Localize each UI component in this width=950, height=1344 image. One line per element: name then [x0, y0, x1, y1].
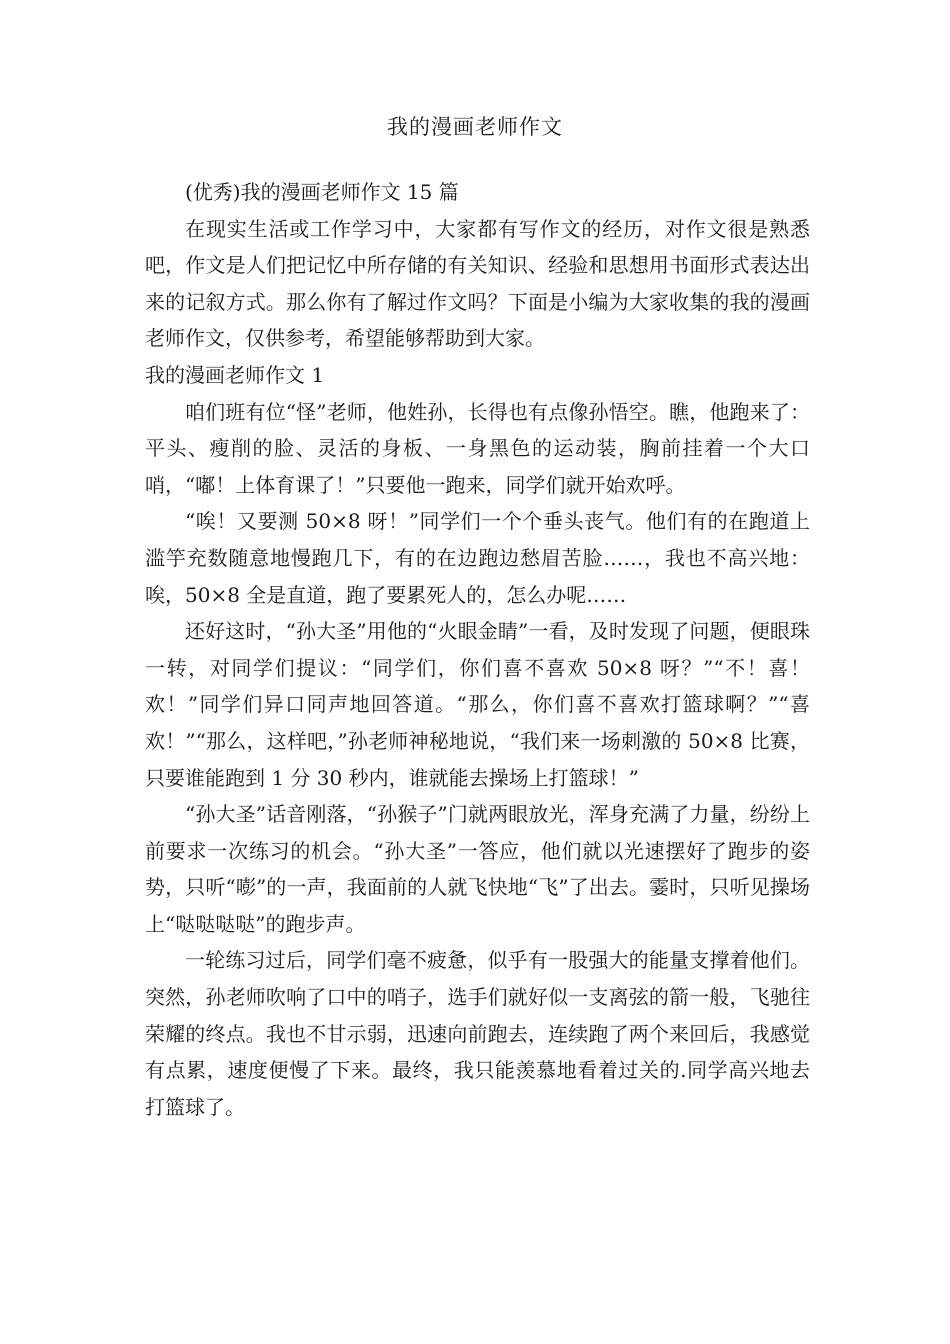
section-heading: 我的漫画老师作文 1 [145, 362, 325, 387]
document-body [145, 174, 810, 1125]
body-paragraph: 咱们班有位“怪”老师，他姓孙，长得也有点像孙悟空。瞧，他跑来了：平头、瘦削的脸、灵活的身板、一身黑色的运动装，胸前挂着一个大口哨，“嘟！上体育课了！”只要他一跑来，同学们就开始欢呼。 [145, 399, 810, 497]
subtitle-paragraph: (优秀)我的漫画老师作文 15 篇 [185, 180, 459, 204]
body-paragraph: 一轮练习过后，同学们毫不疲惫，似乎有一股强大的能量支撑着他们。突然，孙老师吹响了口中的哨子，选手们就好似一支离弦的箭一般，飞驰往荣耀的终点。我也不甘示弱，迅速向前跑去，连续跑了两个来回后，我感觉有点累，速度便慢了下来。最终，我只能羡慕地看着过关的.同学高兴地去打篮球了。 [145, 948, 810, 1119]
body-paragraph: “唉！又要测 50×8 呀！”同学们一个个垂头丧气。他们有的在跑道上滥竽充数随意地慢跑几下，有的在边跑边愁眉苦脸……，我也不高兴地：唉，50×8 全是直道，跑了要累死人的，怎么办呢…… [145, 509, 810, 607]
document-title: 我的漫画老师作文 [387, 115, 563, 139]
body-paragraph: 还好这时，“孙大圣”用他的“火眼金睛”一看，及时发现了问题，便眼珠一转，对同学们提议：“同学们，你们喜不喜欢 50×8 呀？”“不！喜！欢！”同学们异口同声地回答道。“那么，你们喜不喜欢打篮球啊？”“喜欢！”“那么，这样吧，”孙老师神秘地说，“我们来一场刺激的 50×8 比赛，只要谁能跑到 1 分 30 秒内，谁就能去操场上打篮球！” [145, 619, 810, 790]
body-paragraph: “孙大圣”话音刚落，“孙猴子”门就两眼放光，浑身充满了力量，纷纷上前要求一次练习的机会。“孙大圣”一答应，他们就以光速摆好了跑步的姿势，只听“嘭”的一声，我面前的人就飞快地“飞”了出去。霎时，只听见操场上“哒哒哒哒”的跑步声。 [145, 802, 810, 936]
intro-paragraph: 在现实生活或工作学习中，大家都有写作文的经历，对作文很是熟悉吧，作文是人们把记忆中所存储的有关知识、经验和思想用书面形式表达出来的记叙方式。那么你有了解过作文吗？下面是小编为大家收集的我的漫画老师作文，仅供参考，希望能够帮助到大家。 [145, 216, 810, 351]
